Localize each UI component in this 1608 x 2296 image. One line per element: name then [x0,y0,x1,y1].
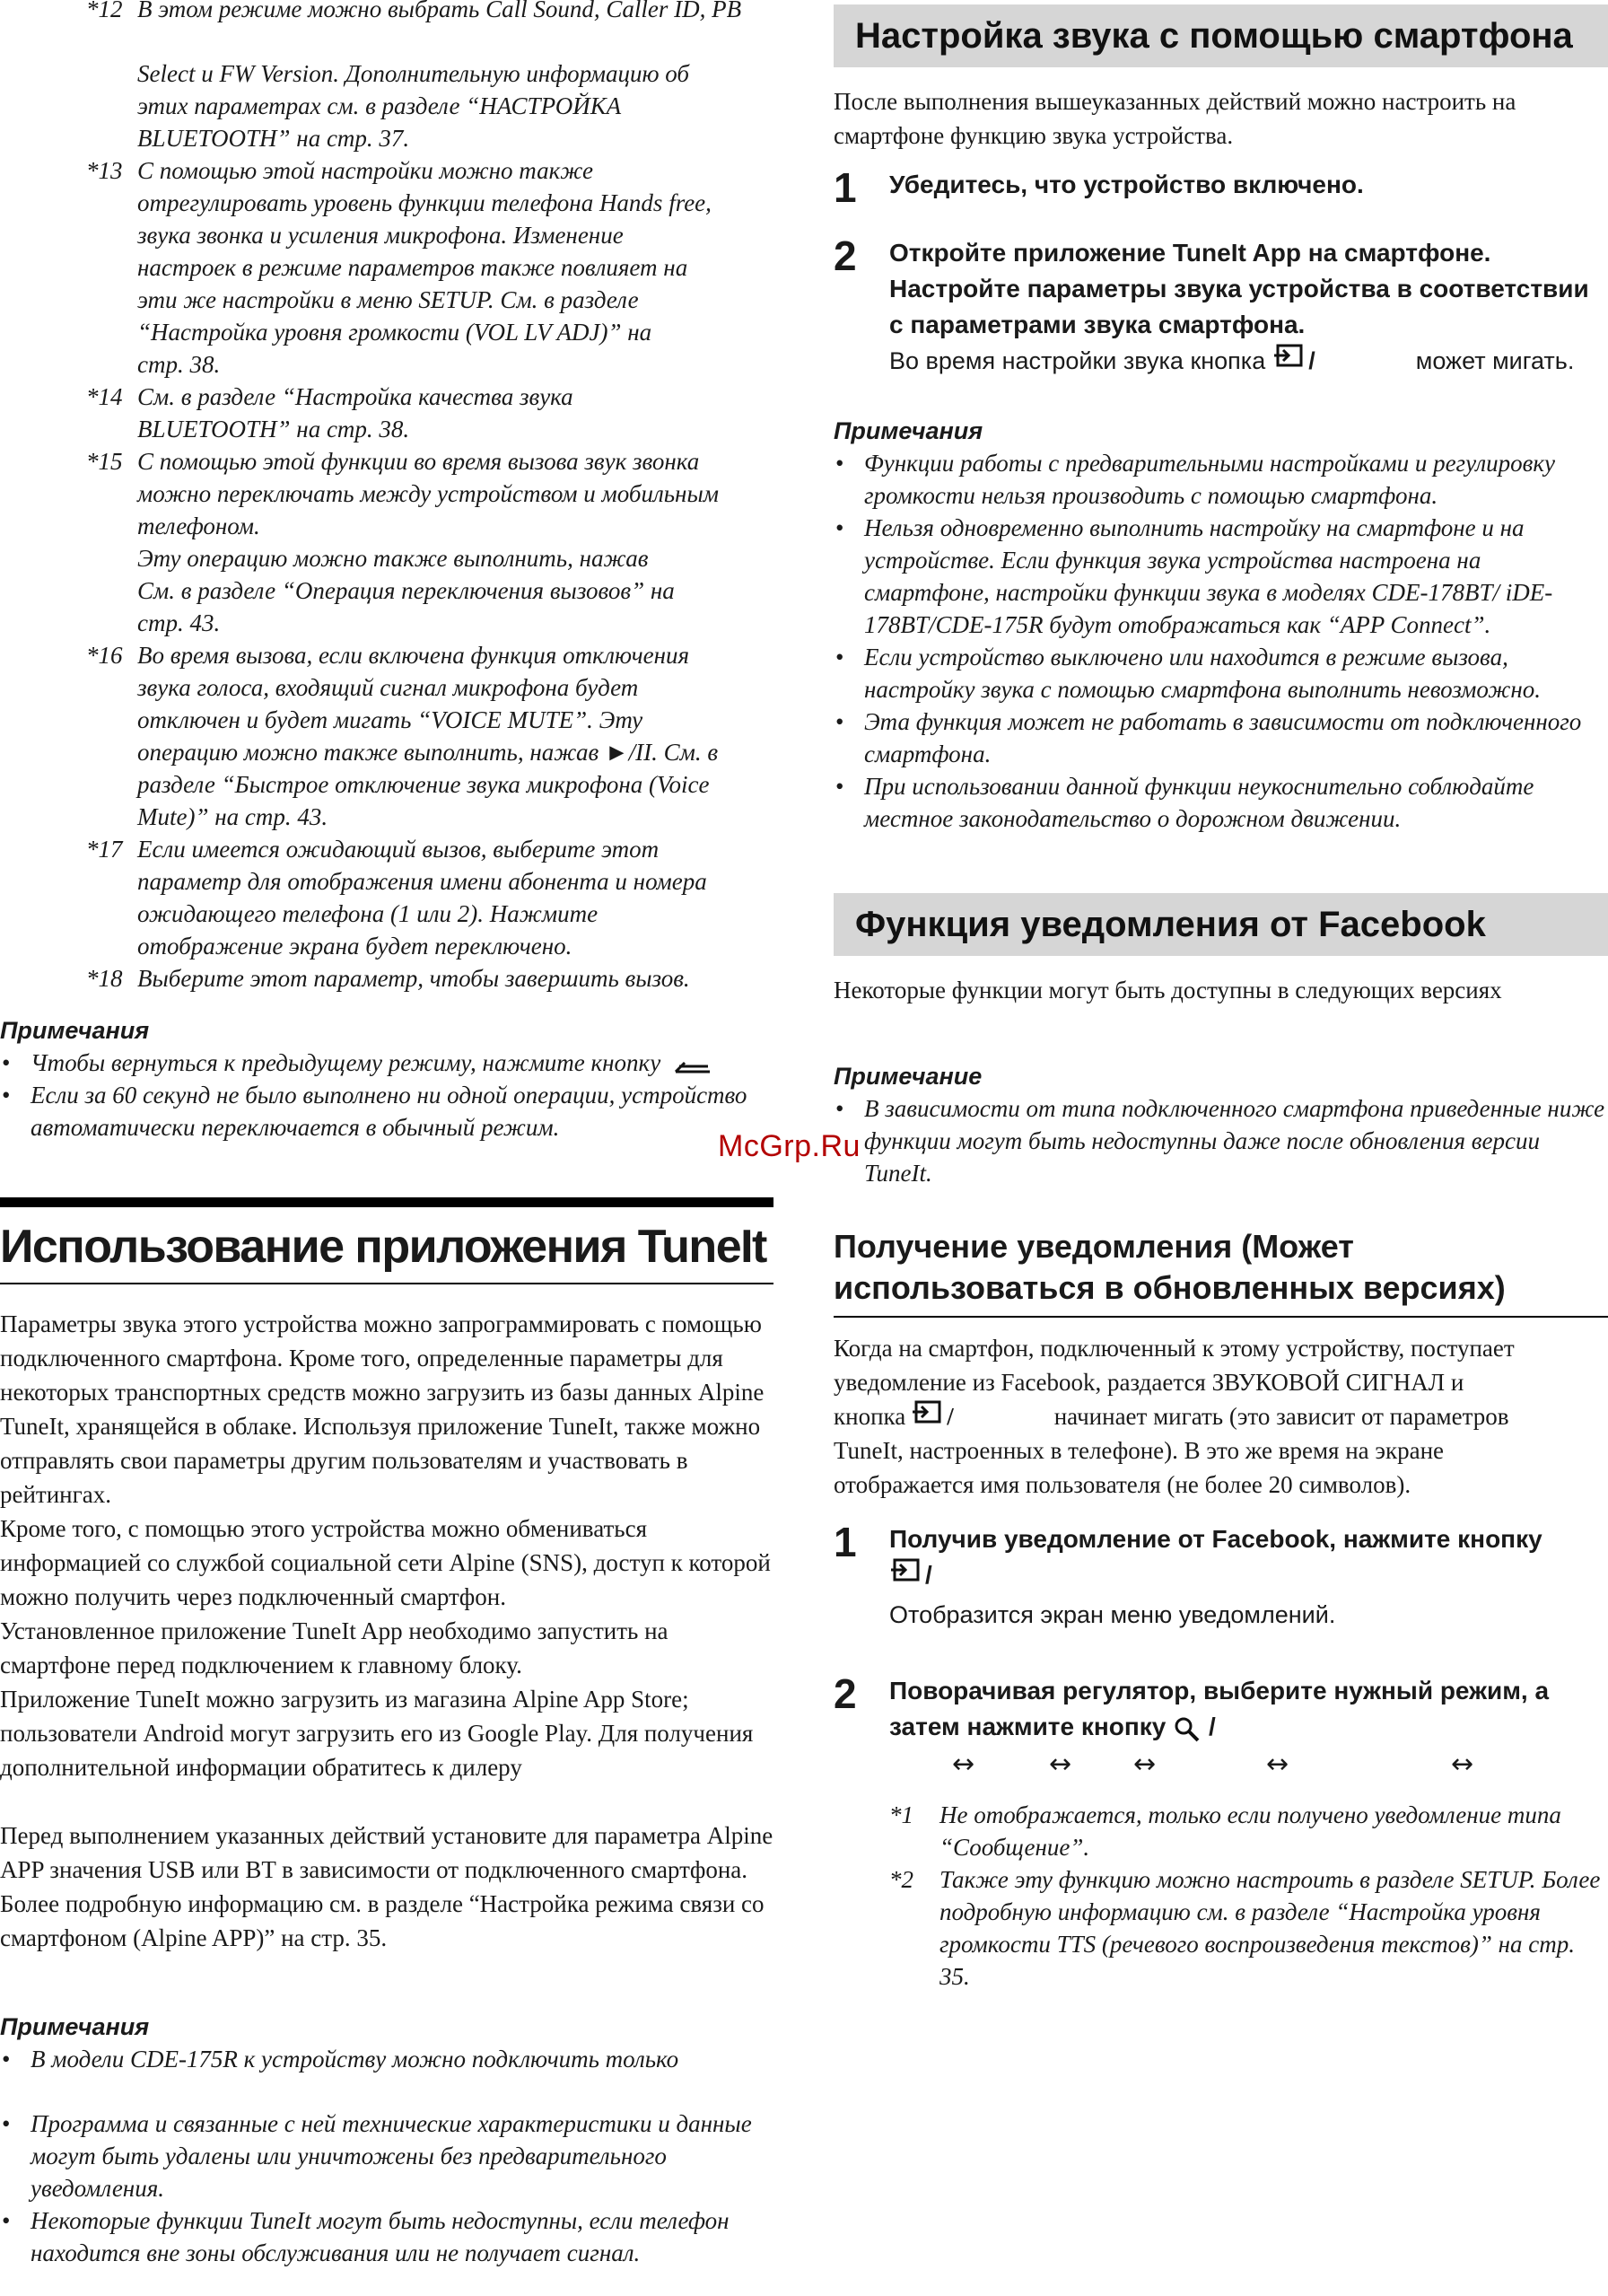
step-title: Получив уведомление от Facebook, нажмите кнопку [889,1525,1542,1553]
note-title: Примечание [834,1063,983,1090]
facebook-paragraph: Когда на смартфон, подключенный к этому устройству, поступает уведомление из Facebook, раздается ЗВУКОВОЙ СИГНАЛ и кнопка / начинает мигать (это зависит от параметров TuneIt, настроенных в телефоне). В это же время на экране отображается имя пользователя (не более 20 символов). [834,1335,1515,1498]
footnote-14: *14 См. в разделе “Настройка качества звука BLUETOOTH” на стр. 38. [86,383,573,443]
footnotes-right [889,1799,1608,1993]
footnote-18: *18 Выберите этот параметр, чтобы завершить вызов. [86,965,690,992]
step-title: Убедитесь, что устройство включено. [889,171,1364,198]
subsection-title: Получение уведомления (Может использоваться в обновленных версиях) [834,1226,1608,1318]
step-4 [834,1670,1608,1784]
paragraph: Кроме того, с помощью этого устройства можно обмениваться информацией со службой социальной сети Alpine (SNS), доступ к которой можно получить через подключенный смартфон. [0,1515,771,1610]
step-title: Откройте приложение TuneIt App на смартфоне. Настройте параметры звука устройства в соответствии с параметрами звука смартфона. [889,239,1589,338]
watermark: McGrp.Ru [718,1129,861,1163]
notes-title: Примечания [0,1017,150,1044]
step-3: 1 Получив уведомление от Facebook, нажмите кнопку / Отобразится экран меню уведомлений. [834,1521,1608,1633]
paragraph: Приложение TuneIt можно загрузить из магазина Alpine App Store; пользователи Android могут загрузить его из Google Play. Для получения дополнительной информации обратитесь к дилеру [0,1686,754,1781]
step-subtext: Отобразится экран меню уведомлений. [889,1601,1336,1628]
list-item: • Эта функция может не работать в зависимости от подключенного смартфона. [834,705,1608,770]
list-item: • В зависимости от типа подключенного смартфона приведенные ниже функции могут быть недоступны даже после обновления версии TuneIt. [834,1092,1608,1189]
arrow: ↔ [1133,1748,1157,1780]
notes-block-1 [0,1014,773,1144]
arrow: ↔ [1049,1748,1072,1780]
list-item: • Некоторые функции TuneIt могут быть недоступны, если телефон находится вне зоны обслуживания или не получает сигнал. [0,2204,773,2269]
paragraph-2: Перед выполнением указанных действий установите для параметра Alpine APP значения USB или BT в зависимости от подключенного смартфона. Более подробную информацию см. в разделе “Настройка режима связи со смартфоном (Alpine APP)” на стр. 35. [0,1822,773,1951]
step-number: 1 [834,164,857,211]
notes-title: Примечания [0,2013,150,2040]
source-icon [911,1399,943,1424]
section-body [0,1307,773,1784]
footnote-13: *13 С помощью этой настройки можно также отрегулировать уровень функции телефона Hands free, звука звонка и усиления микрофона. Изменение настроек в режиме параметров также повлияет на эти же настройки в меню SETUP. См. в разделе “Настройка уровня громкости (VOL LV ADJ)” на стр. 38. [86,157,712,378]
footnote-12: *12 В этом режиме можно выбрать Call Sound, Caller ID, PB Select и FW Version. Дополнительную информацию об этих параметрах см. в разделе “НАСТРОЙКА BLUETOOTH” на стр. 37. [86,0,742,152]
arrow: ↔ [1451,1748,1474,1780]
footnote-15: *15 С помощью этой функции во время вызова звук звонка можно переключать между устройством и мобильным телефоном. Эту операцию можно также выполнить, нажав См. в разделе “Операция переключения вызовов” на стр. 43. [86,448,719,636]
list-item: • При использовании данной функции неукоснительно соблюдайте местное законодательство о дорожном движении. [834,770,1608,835]
notes-block-2 [0,2011,773,2269]
step-title: Поворачивая регулятор, выберите нужный режим, а затем нажмите кнопку / [889,1677,1550,1740]
source-icon [889,1557,922,1582]
step-number: 1 [834,1519,857,1565]
section-title: Использование приложения TuneIt [0,1197,773,1284]
list-item: • В модели CDE-175R к устройству можно подключить только [0,2043,773,2075]
footnote: *1 Не отображается, только если получено уведомление типа “Сообщение”. [889,1801,1561,1861]
step-number: 2 [834,232,857,279]
notes-title: Примечания [834,417,983,444]
footnote-16: *16 Во время вызова, если включена функция отключения звука голоса, входящий сигнал микрофона будет отключен и будет мигать “VOICE MUTE”. Эту операцию можно также выполнить, нажав ►/II. См. в разделе “Быстрое отключение звука микрофона (Voice Mute)” на стр. 43. [86,642,719,830]
paragraph: Параметры звука этого устройства можно запрограммировать с помощью подключенного смартфона. Кроме того, определенные параметры для некоторых транспортных средств можно загрузить из базы данных Alpine TuneIt, хранящейся в облаке. Используя приложение TuneIt, также можно отправлять свои параметры другим пользователям и участвовать в рейтингах. [0,1310,765,1508]
footnote-17: *17 Если имеется ожидающий вызов, выберите этот параметр для отображения имени абонента и номера ожидающего телефона (1 или 2). Нажмите отображение экрана будет переключено. [86,836,707,960]
return-icon [672,1054,713,1077]
step-subtext: Во время настройки звука кнопка / может мигать. [889,343,1608,379]
note-block [834,1060,1608,1189]
list-item: • Программа и связанные с ней технические характеристики и данные могут быть удалены или уничтожены без предварительного уведомления. [0,2108,773,2204]
arrow: ↔ [1266,1748,1289,1780]
arrow: ↔ [952,1748,975,1780]
step-1 [834,164,1608,211]
step-2 [834,232,1608,379]
list-item: • Если за 60 секунд не было выполнено ни одной операции, устройство автоматически переключается в обычный режим. [0,1079,773,1144]
footnotes-list [0,0,773,995]
section-band-sound: Настройка звука с помощью смартфона [834,4,1608,67]
list-item: • Функции работы с предварительными настройками и регулировку громкости нельзя производить с помощью смартфона. [834,447,1608,512]
mode-arrows [889,1748,1608,1784]
intro-paragraph: После выполнения вышеуказанных действий можно настроить на смартфоне функцию звука устройства. [834,88,1516,149]
list-item: • Нельзя одновременно выполнить настройку на смартфоне и на устройстве. Если функция звука устройства настроена на смартфоне, настройки функции звука в моделях CDE-178BT/ iDE-178BT/CDE-175R будут отображаться как “APP Connect”. [834,512,1608,641]
footnote: *2 Также эту функцию можно настроить в разделе SETUP. Более подробную информацию см. в разделе “Настройка уровня громкости TTS (речевого воспроизведения текстов)” на стр. 35. [889,1866,1601,1990]
paragraph: Установленное приложение TuneIt App необходимо запустить на смартфоне перед подключением к главному блоку. [0,1617,669,1678]
section-band-facebook: Функция уведомления от Facebook [834,893,1608,956]
step-number: 2 [834,1670,857,1717]
source-icon [1272,343,1305,368]
list-item: • Если устройство выключено или находится в режиме вызова, настройку звука с помощью смартфона выполнить невозможно. [834,641,1608,705]
intro-paragraph-2: Некоторые функции могут быть доступны в следующих версиях [834,977,1502,1003]
search-icon [1173,1715,1202,1742]
list-item: • Чтобы вернуться к предыдущему режиму, нажмите кнопку [0,1047,773,1079]
notes-block-sound [834,415,1608,835]
